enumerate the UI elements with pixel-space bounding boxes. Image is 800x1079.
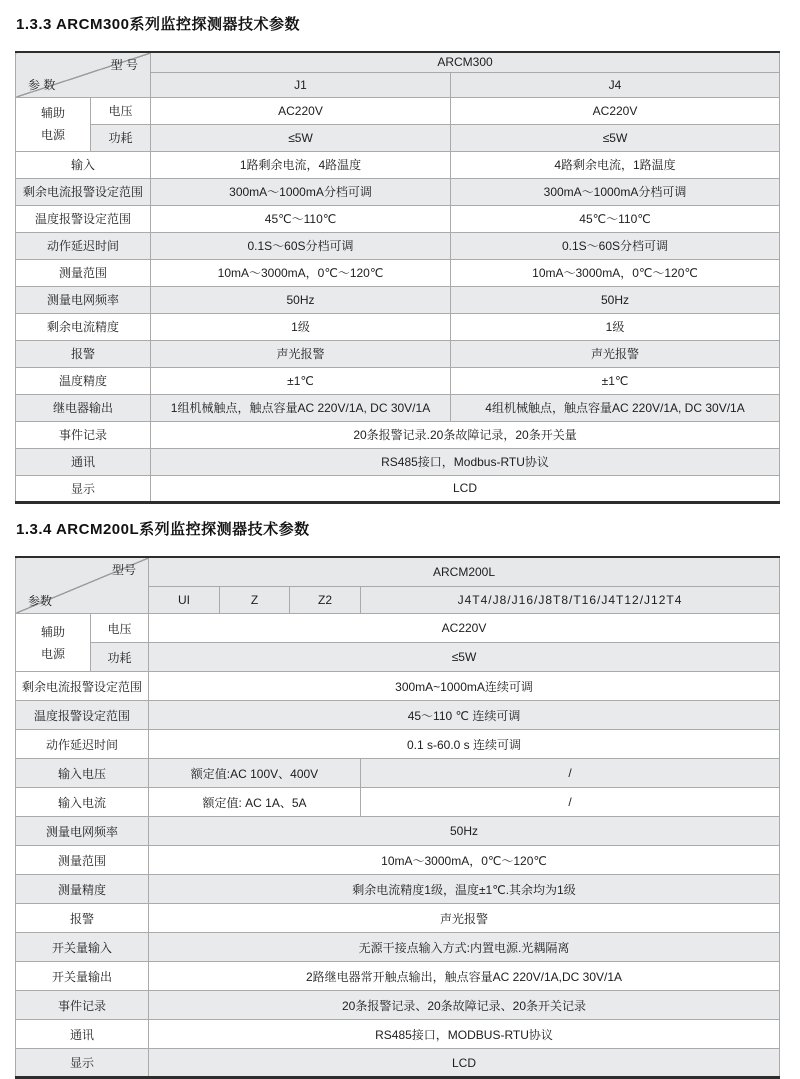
param-label: 报警 [16, 340, 151, 367]
series-header: ARCM300 [151, 52, 780, 72]
param-label: 通讯 [16, 1020, 149, 1049]
aux-power-group-label: 辅助 电源 [16, 614, 91, 672]
value-cell: LCD [149, 1049, 780, 1078]
value-cell: 45～110 ℃ 连续可调 [149, 701, 780, 730]
arcm200l-spec-table [15, 556, 780, 1079]
model-header-label: 型 号 [111, 56, 138, 73]
value-cell: ≤5W [151, 124, 451, 151]
param-label: 剩余电流报警设定范围 [16, 178, 151, 205]
section-title-arcm300: 1.3.3 ARCM300系列监控探测器技术参数 [16, 0, 800, 34]
param-label: 输入电压 [16, 759, 149, 788]
value-cell: 0.1S～60S分档可调 [451, 232, 780, 259]
param-label: 测量电网频率 [16, 817, 149, 846]
param-label: 动作延迟时间 [16, 232, 151, 259]
column-header-j-models: J4T4/J8/J16/J8T8/T16/J4T12/J12T4 [361, 587, 780, 614]
value-cell: RS485接口，MODBUS-RTU协议 [149, 1020, 780, 1049]
value-cell: 10mA～3000mA，0℃～120℃ [151, 259, 451, 286]
param-label: 开关量输出 [16, 962, 149, 991]
value-cell: 300mA～1000mA分档可调 [451, 178, 780, 205]
param-label: 测量范围 [16, 259, 151, 286]
param-label: 测量范围 [16, 846, 149, 875]
value-cell: AC220V [451, 97, 780, 124]
param-label: 测量精度 [16, 875, 149, 904]
param-label: 功耗 [91, 124, 151, 151]
param-label: 剩余电流精度 [16, 313, 151, 340]
value-cell: ±1℃ [451, 367, 780, 394]
param-label: 电压 [91, 97, 151, 124]
param-label: 功耗 [91, 643, 149, 672]
value-cell: 声光报警 [451, 340, 780, 367]
value-cell: 额定值: AC 1A、5A [149, 788, 361, 817]
value-cell: ≤5W [149, 643, 780, 672]
param-label: 剩余电流报警设定范围 [16, 672, 149, 701]
value-cell: 50Hz [451, 286, 780, 313]
value-cell: 20条报警记录.20条故障记录，20条开关量 [151, 421, 780, 448]
section-title-arcm200l: 1.3.4 ARCM200L系列监控探测器技术参数 [16, 504, 800, 539]
param-label: 事件记录 [16, 991, 149, 1020]
value-cell: LCD [151, 475, 780, 502]
value-cell: 4组机械触点，触点容量AC 220V/1A, DC 30V/1A [451, 394, 780, 421]
param-label: 开关量输入 [16, 933, 149, 962]
column-header-z2: Z2 [290, 587, 361, 614]
value-cell: 45℃～110℃ [451, 205, 780, 232]
column-header-z: Z [220, 587, 290, 614]
value-cell: 10mA～3000mA，0℃～120℃ [149, 846, 780, 875]
column-header-j1: J1 [151, 72, 451, 97]
value-cell: 额定值:AC 100V、400V [149, 759, 361, 788]
value-cell: 1组机械触点，触点容量AC 220V/1A, DC 30V/1A [151, 394, 451, 421]
value-cell: 50Hz [151, 286, 451, 313]
param-header-label: 参 数 [28, 76, 55, 93]
corner-header-cell [16, 557, 149, 614]
column-header-ui: UI [149, 587, 220, 614]
value-cell: 0.1 s-60.0 s 连续可调 [149, 730, 780, 759]
column-header-j4: J4 [451, 72, 780, 97]
series-header: ARCM200L [149, 557, 780, 587]
value-cell: 4路剩余电流，1路温度 [451, 151, 780, 178]
value-cell: 20条报警记录、20条故障记录、20条开关记录 [149, 991, 780, 1020]
param-label: 通讯 [16, 448, 151, 475]
param-label: 显示 [16, 475, 151, 502]
value-cell: 1级 [151, 313, 451, 340]
corner-header-cell [16, 52, 151, 97]
param-label: 温度报警设定范围 [16, 205, 151, 232]
value-cell: AC220V [151, 97, 451, 124]
model-header-label: 型号 [112, 561, 136, 578]
param-label: 显示 [16, 1049, 149, 1078]
param-label: 继电器输出 [16, 394, 151, 421]
value-cell: AC220V [149, 614, 780, 643]
param-header-label: 参数 [28, 592, 52, 609]
aux-power-group-label: 辅助 电源 [16, 97, 91, 151]
value-cell: 45℃～110℃ [151, 205, 451, 232]
param-label: 动作延迟时间 [16, 730, 149, 759]
value-cell: 300mA～1000mA分档可调 [151, 178, 451, 205]
value-cell: ±1℃ [151, 367, 451, 394]
param-label: 输入 [16, 151, 151, 178]
value-cell: / [361, 788, 780, 817]
param-label: 报警 [16, 904, 149, 933]
value-cell: RS485接口，Modbus-RTU协议 [151, 448, 780, 475]
value-cell: 10mA～3000mA，0℃～120℃ [451, 259, 780, 286]
value-cell: 1路剩余电流，4路温度 [151, 151, 451, 178]
param-label: 事件记录 [16, 421, 151, 448]
value-cell: 0.1S～60S分档可调 [151, 232, 451, 259]
param-label: 温度报警设定范围 [16, 701, 149, 730]
value-cell: ≤5W [451, 124, 780, 151]
value-cell: 无源干接点输入方式:内置电源.光耦隔离 [149, 933, 780, 962]
param-label: 输入电流 [16, 788, 149, 817]
value-cell: 声光报警 [151, 340, 451, 367]
value-cell: 剩余电流精度1级，温度±1℃.其余均为1级 [149, 875, 780, 904]
value-cell: 2路继电器常开触点输出，触点容量AC 220V/1A,DC 30V/1A [149, 962, 780, 991]
value-cell: 50Hz [149, 817, 780, 846]
value-cell: 声光报警 [149, 904, 780, 933]
arcm300-spec-table [15, 51, 780, 504]
param-label: 温度精度 [16, 367, 151, 394]
value-cell: 300mA~1000mA连续可调 [149, 672, 780, 701]
param-label: 测量电网频率 [16, 286, 151, 313]
value-cell: / [361, 759, 780, 788]
value-cell: 1级 [451, 313, 780, 340]
param-label: 电压 [91, 614, 149, 643]
